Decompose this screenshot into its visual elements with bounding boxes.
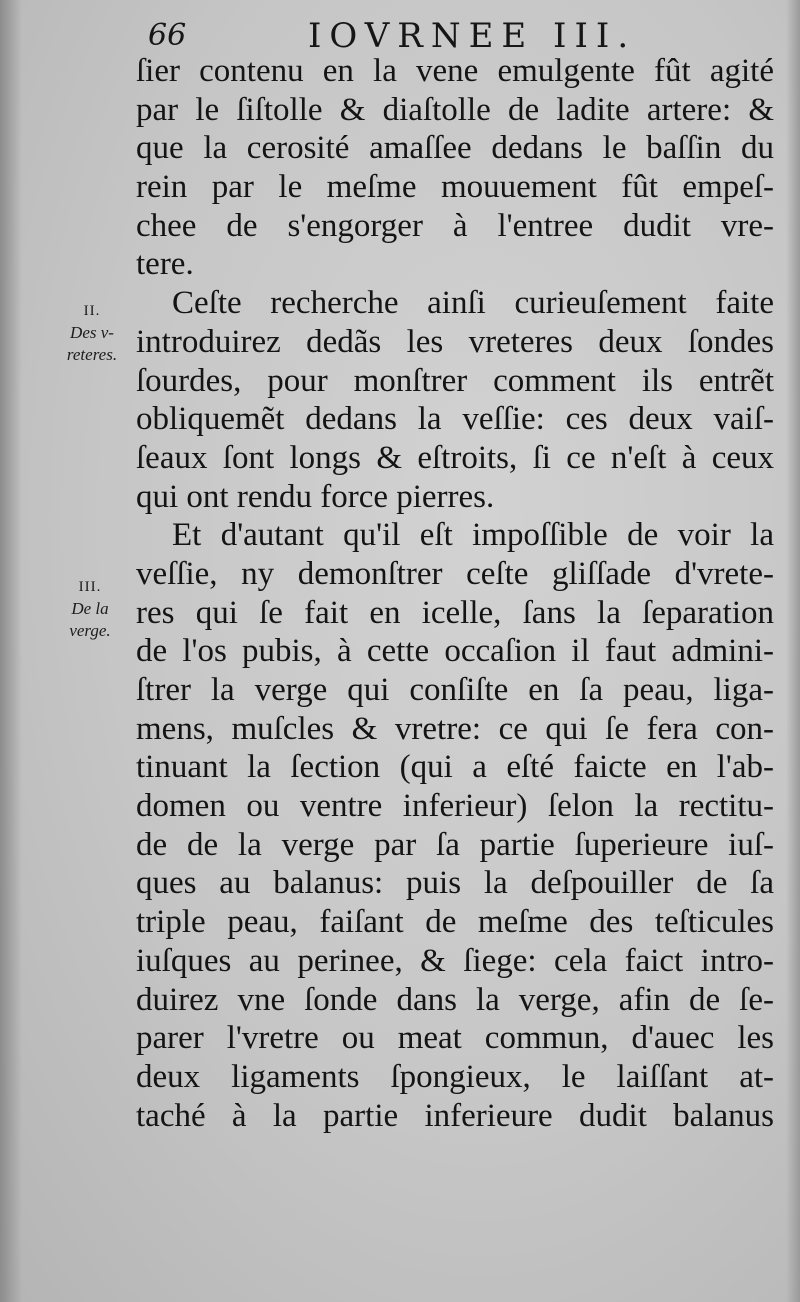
running-head: IOVRNEE III. <box>308 16 637 56</box>
margin-note-number: III. <box>78 579 102 595</box>
text-line: tere. <box>136 246 194 283</box>
text-line: de de la verge par ſa partie ſuperieure iuſ- <box>136 826 774 863</box>
text-line: ſtrer la verge qui conſiſte en ſa peau, liga- <box>136 672 774 708</box>
text-line: de l'os pubis, à cette occaſion il faut admini- <box>136 633 774 670</box>
text-line: ſeaux ſont longs & eſtroits, ſi ce n'eſt à ceux <box>136 439 774 476</box>
text-line: Ceſte recherche ainſi curieuſement faite <box>172 285 774 322</box>
text-line: qui ont rendu force pierres. <box>136 478 495 515</box>
text-line: iuſques au perinee, & ſiege: cela faict intro- <box>136 942 774 979</box>
text-line: deux ligaments ſpongieux, le laiſſant at- <box>136 1058 774 1095</box>
margin-note-number: II. <box>83 303 101 319</box>
margin-note-line: Des v- <box>70 323 114 342</box>
margin-note-line: reteres. <box>66 345 118 364</box>
text-line: ſier contenu en la vene emulgente fût agité <box>136 53 774 89</box>
margin-note-reteres <box>52 300 132 366</box>
text-line: obliquemẽt dedans la veſſie: ces deux vaiſ- <box>136 401 774 438</box>
margin-note-line: De la <box>71 599 109 618</box>
text-line: ques au balanus: puis la deſpouiller de ſa <box>136 865 774 902</box>
text-line: mens, muſcles & vretre: ce qui ſe fera con- <box>136 710 774 747</box>
text-line: rein par le meſme mouuement fût empeſ- <box>136 169 774 206</box>
text-line: veſſie, ny demonſtrer ceſte gliſſade d'vrete- <box>136 555 774 592</box>
text-line: taché à la partie inferieure dudit balanus <box>136 1097 774 1134</box>
text-line: ſourdes, pour monſtrer comment ils entrẽt <box>136 362 774 399</box>
text-line: Et d'autant qu'il eſt impoſſible de voir la <box>172 517 774 554</box>
text-line: que la cerosité amaſſee dedans le baſſin du <box>136 130 774 167</box>
text-line: par le ſiſtolle & diaſtolle de ladite artere: & <box>136 91 774 128</box>
text-line: domen ou ventre inferieur) ſelon la rectitu- <box>136 788 774 825</box>
text-line: duirez vne ſonde dans la verge, afin de ſe- <box>136 981 774 1018</box>
text-line: tinuant la ſection (qui a eſté faicte en l'ab- <box>136 749 774 786</box>
text-line: triple peau, faiſant de meſme des teſticules <box>136 904 774 941</box>
margin-note-line: verge. <box>69 621 111 640</box>
text-line: parer l'vretre ou meat commun, d'auec les <box>136 1020 774 1057</box>
text-line: chee de s'engorger à l'entree dudit vre- <box>136 207 774 244</box>
text-line: res qui ſe fait en icelle, ſans la ſeparation <box>136 594 774 631</box>
page-number: 66 <box>148 18 187 53</box>
margin-note-verge <box>50 576 130 642</box>
text-line: introduirez dedãs les vreteres deux ſondes <box>136 323 774 360</box>
body-text <box>136 52 774 1135</box>
